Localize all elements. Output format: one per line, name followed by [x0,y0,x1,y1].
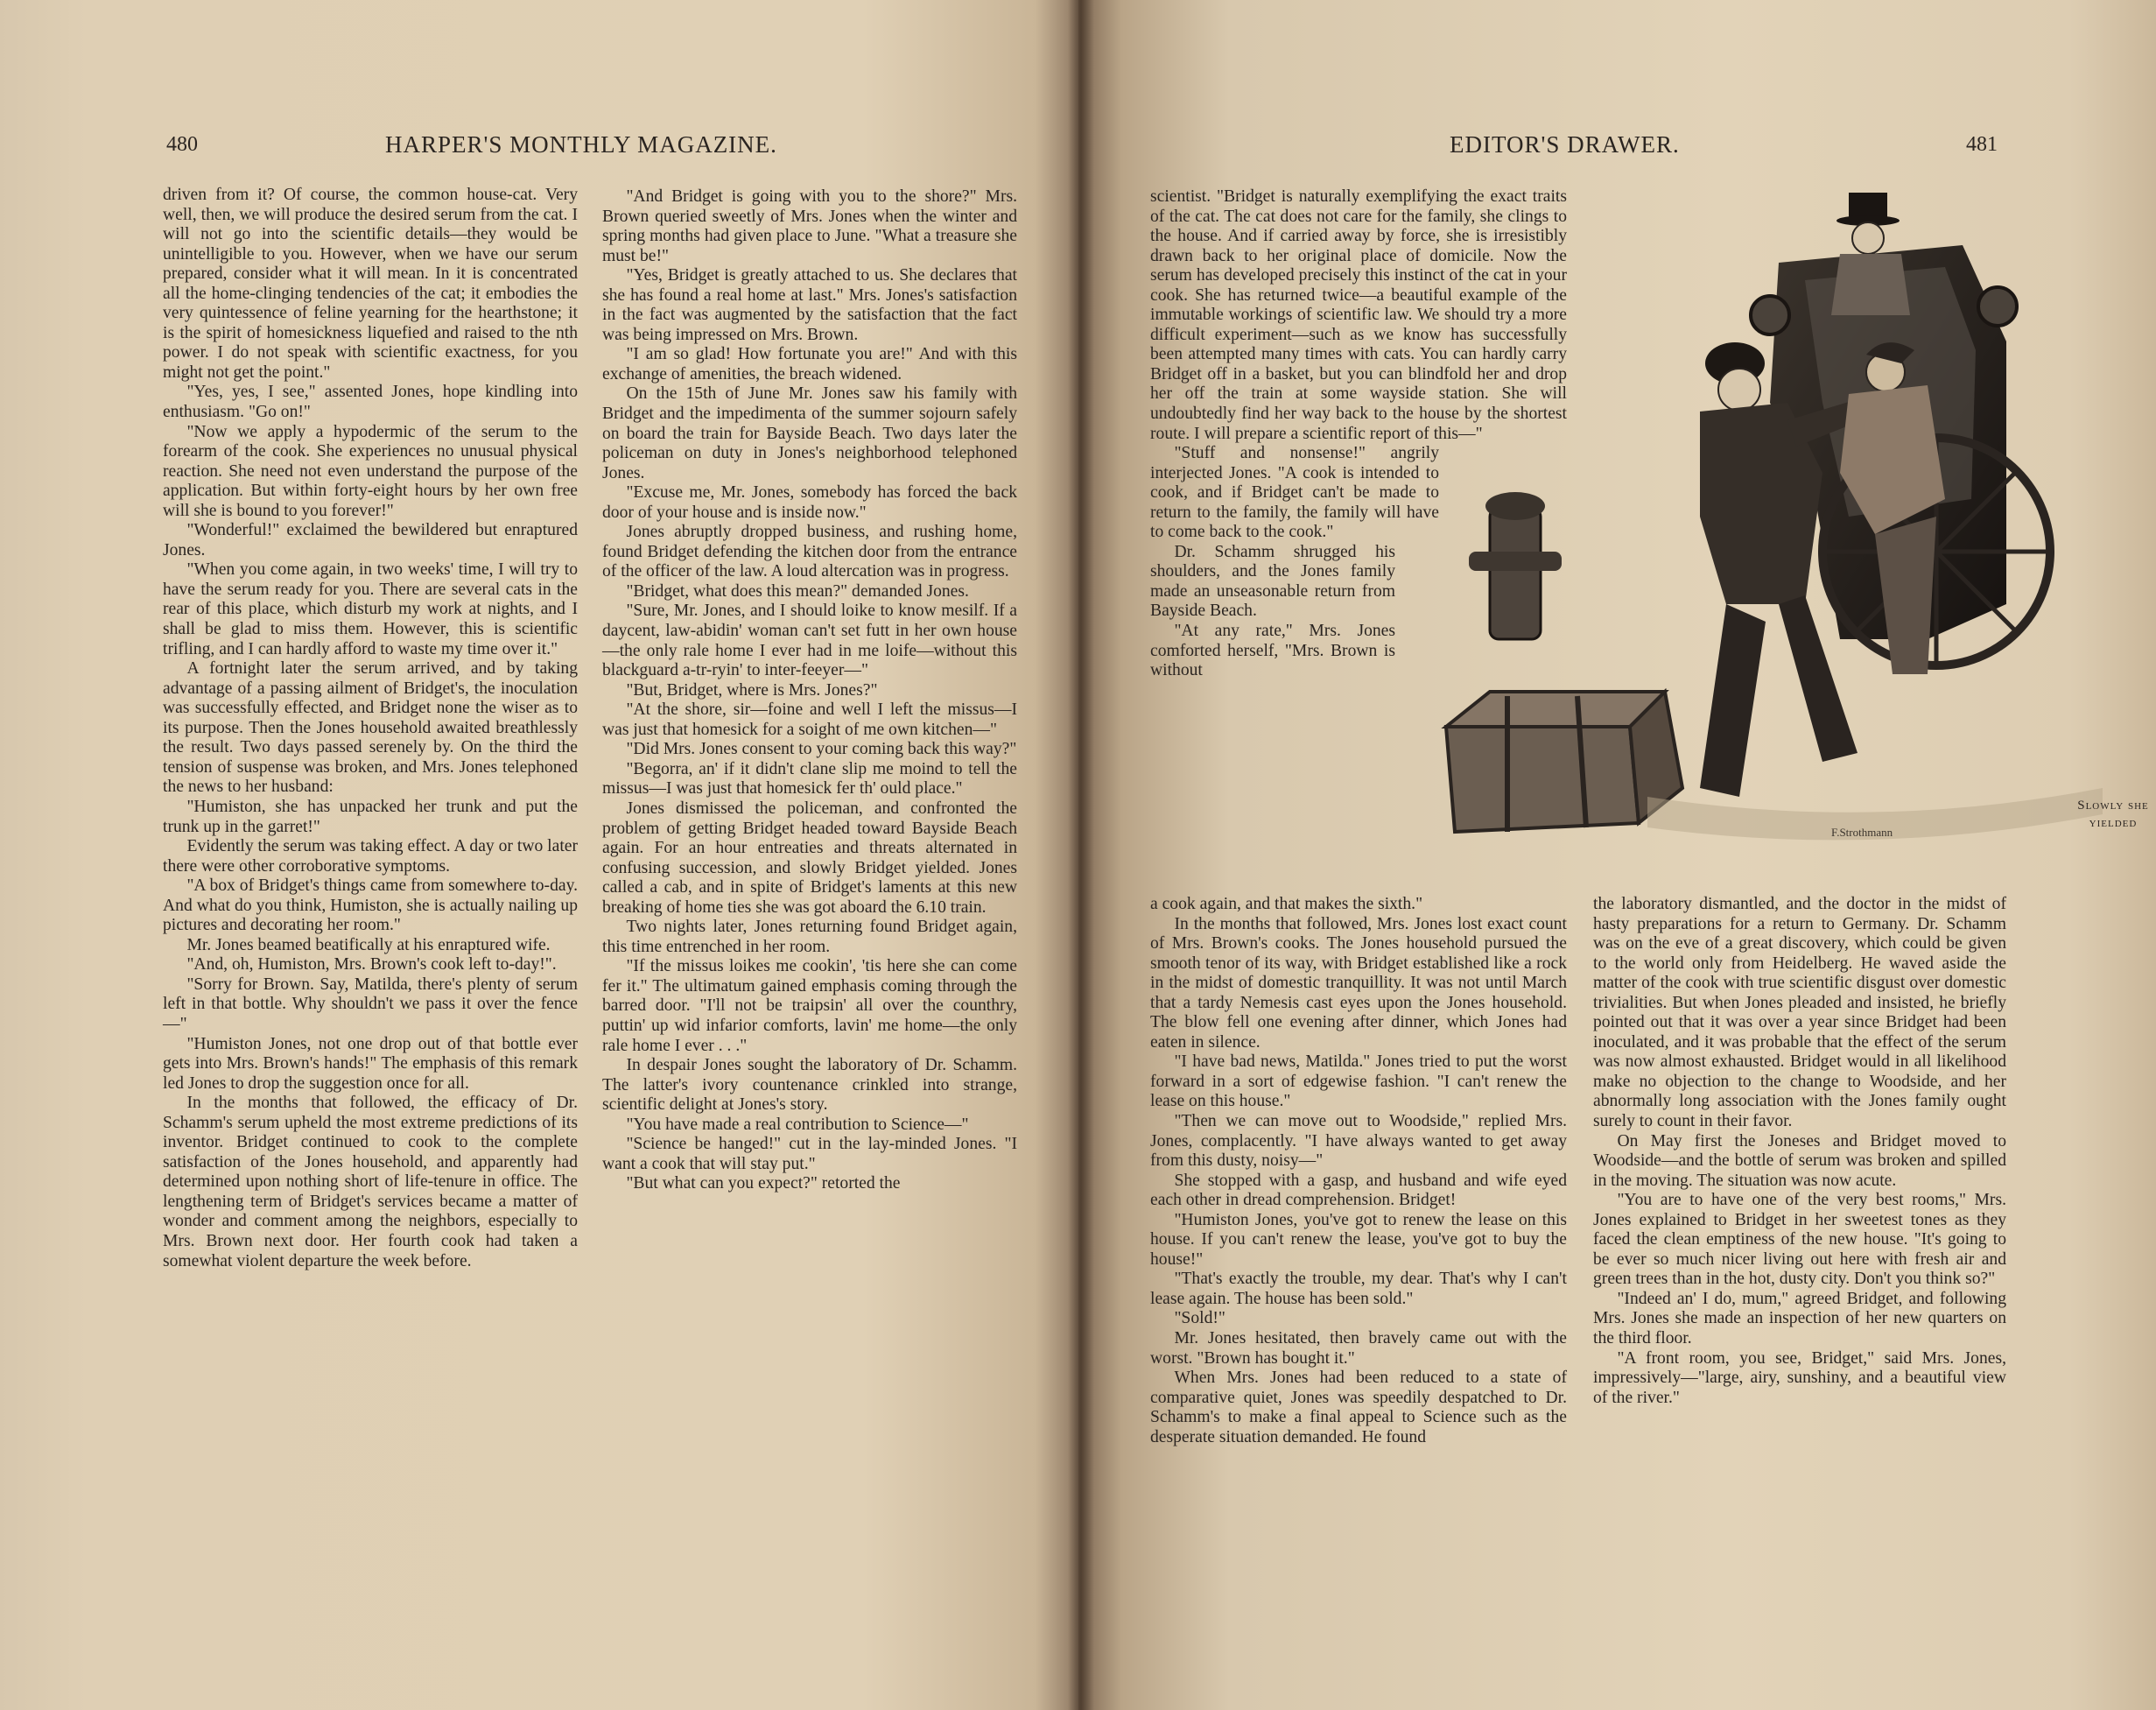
illustration-caption [2061,797,2156,832]
paragraph: "That's exactly the trouble, my dear. That's why I can't lease again. The house has been sold." [1150,1270,1567,1308]
paragraph: "If the missus loikes me cookin', 'tis here she can come fer it." The ultimatum gained emphasis coming through the barred door. "I'll not be traipsin' all over the counthry, puttin' up wid infarior comforts, lavin' me home—the only rale home I ever . . ." [602,957,1017,1055]
paragraph: "Yes, yes, I see," assented Jones, hope kindling into enthusiasm. "Go on!" [163,383,578,422]
paragraph: Dr. Schamm shrugged his shoulders, and the Jones family made an unseasonable return from Bayside Beach. [1150,542,1395,621]
page-number-right: 481 [1966,133,1998,156]
fire-hydrant-nozzles [1469,552,1562,571]
paragraph: On May first the Joneses and Bridget moved to Woodside—and the bottle of serum was broken and spilled in the moving. The situation was now acute. [1593,1131,2006,1190]
paragraph: "Excuse me, Mr. Jones, somebody has forced the back door of your house and is inside now." [602,483,1017,522]
left-page-column-2 [602,187,1017,1194]
paragraph: "But, Bridget, where is Mrs. Jones?" [626,680,878,700]
cab-lamp-right [1978,287,2017,326]
book-gutter [1068,0,1094,1710]
caption-line-1: Slowly she [2077,799,2149,813]
paragraph: "Yes, Bridget is greatly attached to us. She declares that she has found a real home at last." Mrs. Jones's satisfaction in the fact was augmented by the satisfaction that the fact was being impressed on Mrs. Brown. [602,266,1017,344]
paragraph: scientist. "Bridget is naturally exemplifying the exact traits of the cat. The cat does not care for the family, she clings to the house. And if carried away by force, she is irresistibly drawn back to her original place of domicile. Now the serum has developed precisely this instinct of the cat in your cook. She has returned twice—a beautiful example of the immutable workings of scientific law. We should try a more difficult experiment—such as we know has successfully been attempted many times with cats. You can hardly carry Bridget off in a basket, but you can blindfold her and drop her off the train at some wayside station. She will undoubtedly find her way back to the house by the shortest route. I will prepare a scientific report of this—" [1150,187,1567,443]
driver-head [1852,222,1884,254]
paragraph: "Science be hanged!" cut in the lay-minded Jones. "I want a cook that will stay put." [602,1135,1017,1173]
paragraph: a cook again, and that makes the sixth." [1150,895,1423,913]
paragraph: "Then we can move out to Woodside," replied Mrs. Jones, complacently. "I have always wanted to get away from this dusty, noisy—" [1150,1112,1567,1171]
paragraph: Jones abruptly dropped business, and rushing home, found Bridget defending the kitchen door from the entrance of the officer of the law. A loud altercation was in progress. [602,523,1017,581]
man-leg-left [1700,604,1766,797]
running-head-left: HARPER'S MONTHLY MAGAZINE. [385,131,777,158]
paragraph: "Now we apply a hypodermic of the serum to the forearm of the cook. She experiences no unusual physical reaction. She need not even understand the purpose of the application. But within forty-eight hours by her own free will she is bound to you forever!" [163,422,578,520]
right-page-column-2 [1593,895,2006,1408]
paragraph: "Bridget, what does this mean?" demanded Jones. [626,581,969,601]
cab-lamp-left [1751,296,1789,334]
paragraph: Evidently the serum was taking effect. A day or two later there were other corroborative symptoms. [163,837,578,876]
paragraph: "Did Mrs. Jones consent to your coming back this way?" [626,740,1017,759]
paragraph: "Humiston Jones, you've got to renew the lease on this house. If you can't renew the lease, you've got to buy the house!" [1150,1210,1567,1269]
paragraph: Mr. Jones hesitated, then bravely came out with the worst. "Brown has bought it." [1150,1329,1567,1368]
paragraph: "And Bridget is going with you to the shore?" Mrs. Brown queried sweetly of Mrs. Jones when the winter and spring months had given place to June. "What a treasure she must be!" [602,187,1017,265]
paragraph: "Stuff and nonsense!" angrily interjected Jones. "A cook is intended to cook, and if Bridget can't be made to return to the family, the family will have to come back to the cook." [1150,444,1439,542]
page-number-left: 480 [166,133,198,156]
paragraph: "You have made a real contribution to Science—" [626,1115,969,1134]
paragraph: "I have bad news, Matilda." Jones tried to put the worst forward in a sort of edgewise fashion. "I can't renew the lease on this house." [1150,1052,1567,1111]
paragraph: She stopped with a gasp, and husband and wife eyed each other in dread comprehension. Bridget! [1150,1171,1567,1210]
illustration-cab-scene [1437,184,2156,849]
paragraph: Two nights later, Jones returning found Bridget again, this time entrenched in her room. [602,918,1017,956]
paragraph: the laboratory dismantled, and the doctor in the midst of hasty preparations for a return to Germany. Dr. Schamm was on the eve of a great discovery, which could be given to the world only from Heidelberg. He waved aside the matter of the cook with true scientific disgust over domestic trivialities. But when Jones pleaded and insisted, he briefly pointed out that it was over a year since Bridget had been inoculated, and it was probable that the effect of the serum was now almost exhausted. Bridget would in all likelihood make no objection to the change to Woodside, and her abnormally long association with the Jones family ought surely to count in their favor. [1593,895,2006,1131]
paragraph: "Sure, Mr. Jones, and I should loike to know mesilf. If a daycent, law-abidin' woman can't set futt in her own house—the only rale home I ever had in me loife—without this blackguard a-tr-ryin' to inter-feeyer—" [602,602,1017,680]
paragraph: "Wonderful!" exclaimed the bewildered but enraptured Jones. [163,521,578,559]
paragraph: driven from it? Of course, the common house-cat. Very well, then, we will produce the desired serum from the cat. I will not go into the scientific details—they would be unintelligible to you. However, when we have our serum prepared, consider what it will mean. In it is concentrated all the home-clinging tendencies of the cat; it embodies the very quintessence of feline yearning for the hearthstone; it is the spirit of homesickness liquefied and raised to the nth power. I do not speak with scientific exactness, for you might not get the point." [163,186,578,382]
left-page-column-1 [163,186,578,1271]
paragraph: "You are to have one of the very best rooms," Mrs. Jones explained to Bridget in her sweetest tones as they faced the clean emptiness of the new house. "It's going to be ever so much nicer living out here with fresh air and green trees than in the hot, dusty city. Don't you think so?" [1593,1191,2006,1289]
right-page [1078,0,2156,1710]
paragraph: "A front room, you see, Bridget," said Mrs. Jones, impressively—"large, airy, sunshiny, and a beautiful view of the river." [1593,1348,2006,1407]
paragraph: In the months that followed, the efficacy of Dr. Schamm's serum upheld the most extreme predictions of its inventor. Bridget continued to cook to the complete satisfaction of the Jones household, and apparently had determined upon nothing short of life-tenure in office. The lengthening term of Bridget's services became a matter of wonder and comment among the neighbors, especially to Mrs. Brown next door. Her fourth cook had taken a somewhat violent departure the week before. [163,1094,578,1270]
paragraph: "When you come again, in two weeks' time, I will try to have the serum ready for you. There are several cats in the rear of this place, which disturb my work at nights, and I shall be glad to miss them. However, this is scientific trifling, and I can hardly afford to waste my time over it." [163,560,578,658]
paragraph: In the months that followed, Mrs. Jones lost exact count of Mrs. Brown's cooks. The Jones household pursued the smooth tenor of its way, with Bridget established like a rock in the midst of domestic tranquillity. It was not until March that a tardy Nemesis cast eyes upon the Jones household. The blow fell one evening after dinner, which Jones had eaten in silence. [1150,914,1567,1052]
paragraph: "Humiston, she has unpacked her trunk and put the trunk up in the garret!" [163,797,578,836]
right-page-column-1 [1150,895,1567,1447]
paragraph: A fortnight later the serum arrived, and by taking advantage of a passing ailment of Bridget's, the inoculation was successfully effected, and Bridget none the wiser as to its purpose. Then the Jones household awaited breathlessly the result. Two days passed serenely by. On the third the tension of suspense was broken, and Mrs. Jones telephoned the news to her husband: [163,659,578,797]
paragraph: "And, oh, Humiston, Mrs. Brown's cook left to-day!". [186,955,557,975]
paragraph: Jones dismissed the policeman, and confronted the problem of getting Bridget headed toward Bayside Beach again. For an hour entreaties and threats alternated in confusing succession, and slowly Bridget yielded. Jones called a cab, and in spite of Bridget's laments at this new breaking of home ties she was got aboard the 6.10 train. [602,799,1017,917]
trunk-lid [1446,692,1665,727]
paragraph: "At any rate," Mrs. Jones comforted herself, "Mrs. Brown is without [1150,622,1395,680]
paragraph: When Mrs. Jones had been reduced to a state of comparative quiet, Jones was speedily despatched to Dr. Schamm's to make a final appeal to Science such as the desperate situation demanded. He found [1150,1369,1567,1446]
paragraph: Mr. Jones beamed beatifically at his enraptured wife. [186,935,551,954]
driver-top-hat [1849,193,1887,219]
paragraph: "Sold!" [1174,1309,1225,1328]
running-head-right: EDITOR'S DRAWER. [1450,131,1680,158]
artist-signature: F.Strothmann [1831,826,1893,839]
paragraph: "Humiston Jones, not one drop out of that bottle ever gets into Mrs. Brown's hands!" The emphasis of this remark led Jones to drop the suggestion once for all. [163,1034,578,1093]
paragraph: On the 15th of June Mr. Jones saw his family with Bridget and the impedimenta of the summer sojourn safely on board the train for Bayside Beach. Two days later the policeman on duty in Jones's neighborhood telephoned Jones. [602,384,1017,482]
fire-hydrant-cap [1485,492,1545,520]
paragraph: "Sorry for Brown. Say, Matilda, there's plenty of serum left in that bottle. Why shouldn't we pass it over the fence—" [163,975,578,1033]
paragraph: "Indeed an' I do, mum," agreed Bridget, and following Mrs. Jones she made an inspection of her new quarters on the third floor. [1593,1289,2006,1348]
paragraph: In despair Jones sought the laboratory of Dr. Schamm. The latter's ivory countenance crinkled into strange, scientific delight at Jones's story. [602,1056,1017,1115]
paragraph: "A box of Bridget's things came from somewhere to-day. And what do you think, Humiston, she is actually nailing up pictures and decorating her room." [163,876,578,935]
paragraph: "I am so glad! How fortunate you are!" And with this exchange of amenities, the breach widened. [602,345,1017,384]
trunk [1446,727,1639,832]
paragraph: "At the shore, sir—foine and well I left the missus—I was just that homesick for a soight of me own kitchen—" [602,700,1017,739]
paragraph: "Begorra, an' if it didn't clane slip me moind to tell the missus—I was just that homesick fer th' ould place." [602,759,1017,799]
caption-line-2: yielded [2089,816,2138,830]
paragraph: "But what can you expect?" retorted the [626,1174,901,1193]
fire-hydrant [1490,508,1541,639]
illustration-image [1437,184,2156,849]
driver-coat [1831,254,1910,315]
man-head [1718,369,1760,411]
